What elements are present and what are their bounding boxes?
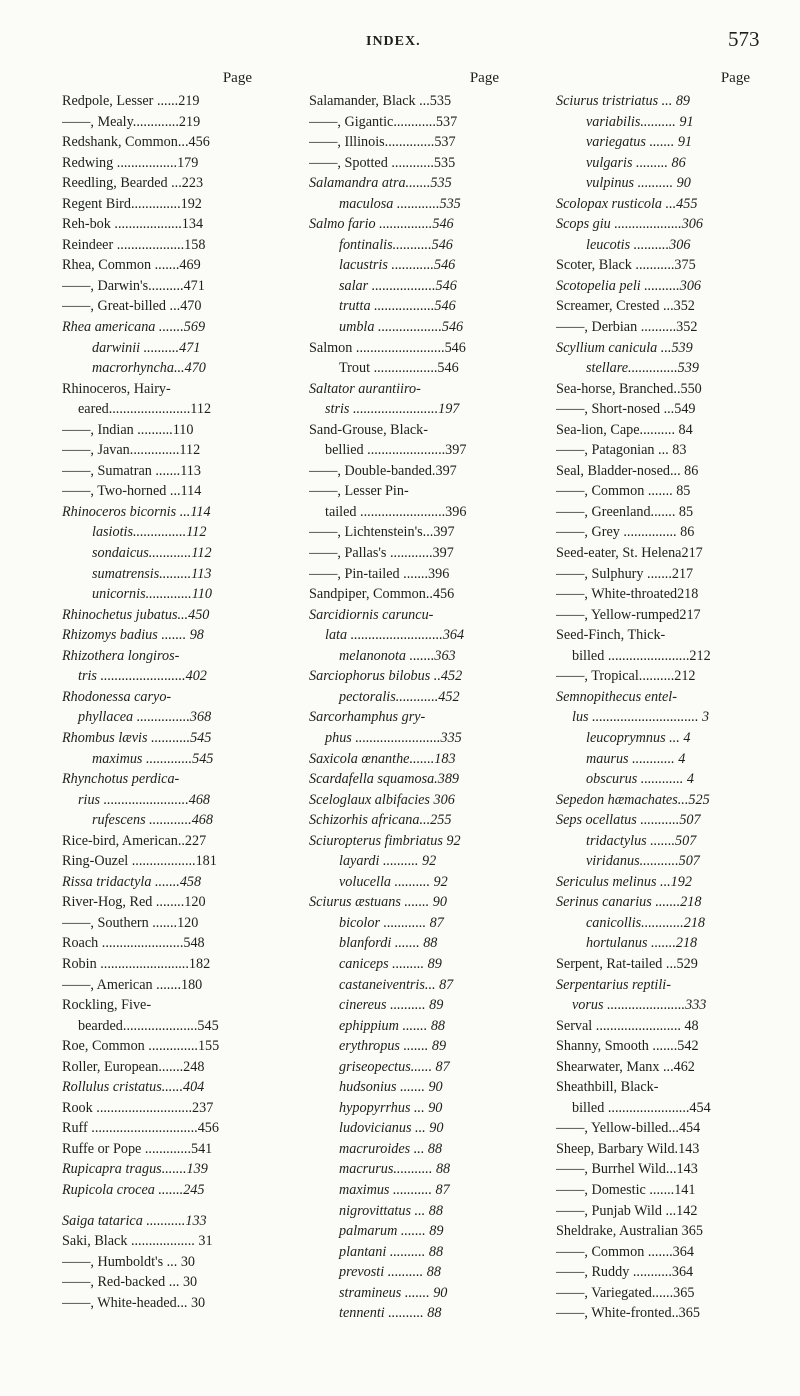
index-entry: Rupicapra tragus.......139 (62, 1161, 208, 1178)
page-title: INDEX. (366, 34, 421, 49)
index-entry: maximus ........... 87 (339, 1181, 450, 1198)
index-entry: rufescens ............468 (92, 812, 213, 829)
index-entry: Schizorhis africana...255 (309, 812, 452, 829)
index-entry: tennenti .......... 88 (339, 1305, 442, 1322)
index-entry: maximus .............545 (92, 750, 214, 767)
page-number: 573 (728, 27, 760, 51)
index-entry: Roach .......................548 (62, 935, 205, 952)
index-entry: ——, Illinois..............537 (309, 134, 456, 151)
index-entry: macrurus........... 88 (339, 1161, 451, 1178)
index-entry: Rice-bird, American..227 (62, 832, 207, 849)
index-entry: ——, Pin-tailed .......396 (309, 565, 450, 582)
index-entry: Robin .........................182 (62, 955, 211, 972)
index-entry: sondaicus............112 (92, 545, 212, 562)
index-entry: Salmo fario ...............546 (309, 216, 454, 233)
index-entry: hortulanus .......218 (586, 935, 698, 952)
index-entry: cinereus .......... 89 (339, 997, 444, 1014)
index-entry: layardi .......... 92 (339, 853, 437, 870)
index-entry: ——, White-headed... 30 (62, 1294, 206, 1311)
index-entry: ——, Grey ............... 86 (556, 524, 695, 541)
index-entry: phyllacea ...............368 (78, 709, 212, 726)
index-entry: ——, Punjab Wild ...142 (556, 1202, 698, 1219)
index-entry: Rhodonessa caryo- (62, 688, 172, 705)
index-entry: Roller, European.......248 (62, 1058, 205, 1075)
index-entry: ——, American .......180 (62, 976, 203, 993)
index-entry: tris ........................402 (78, 668, 207, 685)
index-entry: trutta .................546 (339, 298, 456, 315)
index-entry: Rupicola crocea .......245 (62, 1181, 205, 1198)
index-entry: billed .......................454 (572, 1099, 711, 1116)
index-entry: ——, Domestic .......141 (556, 1181, 696, 1198)
index-entry: ——, Humboldt's ... 30 (62, 1253, 196, 1270)
index-entry: ——, Variegated......365 (556, 1284, 695, 1301)
index-entry: Reedling, Bearded ...223 (62, 175, 204, 192)
index-entry: Rhea, Common .......469 (62, 257, 201, 274)
index-entry: ——, Yellow-billed...454 (556, 1120, 701, 1137)
index-entry: ——, Short-nosed ...549 (556, 401, 696, 418)
index-entry: ——, Burrhel Wild...143 (556, 1161, 698, 1178)
column-heading: Page (222, 70, 252, 86)
index-entry: salar ..................546 (339, 277, 457, 294)
index-entry: ephippium ....... 88 (339, 1017, 446, 1034)
index-entry: stris ........................197 (325, 401, 460, 418)
index-entry: stramineus ....... 90 (339, 1284, 448, 1301)
index-entry: Regent Bird..............192 (62, 195, 202, 212)
index-entry: bellied ......................397 (325, 442, 467, 459)
index-entry: ——, Lichtenstein's...397 (309, 524, 455, 541)
index-entry: pectoralis............452 (339, 688, 460, 705)
index-entry: ——, Derbian ..........352 (556, 319, 698, 336)
index-entry: rius ........................468 (78, 791, 211, 808)
index-entry: lasiotis...............112 (92, 524, 207, 541)
index-entry: obscurus ............ 4 (586, 771, 694, 788)
index-entry: ——, Red-backed ... 30 (62, 1274, 198, 1291)
index-entry: Sciurus æstuans ....... 90 (309, 894, 447, 911)
index-entry: variegatus ....... 91 (586, 134, 693, 151)
index-entry: ——, Common ....... 85 (556, 483, 691, 500)
index-entry: Seal, Bladder-nosed... 86 (556, 462, 699, 479)
index-entry: castaneiventris... 87 (339, 976, 454, 993)
index-entry: Serval ........................ 48 (556, 1017, 699, 1034)
index-entry: macruroides ... 88 (339, 1140, 443, 1157)
index-entry: ——, Yellow-rumped217 (556, 606, 701, 623)
index-entry: Seed-eater, St. Helena217 (556, 545, 703, 562)
index-entry: viridanus...........507 (586, 853, 700, 870)
index-entry: ——, Sulphury .......217 (556, 565, 694, 582)
index-entry: Sciuropterus fimbriatus 92 (309, 832, 461, 849)
index-entry: lacustris ............546 (339, 257, 456, 274)
index-entry: Scyllium canicula ...539 (556, 339, 693, 356)
column-heading: Page (720, 70, 750, 86)
index-entry: ——, Southern .......120 (62, 914, 199, 931)
index-entry: sumatrensis.........113 (92, 565, 212, 582)
index-entry: Redshank, Common...456 (62, 134, 210, 151)
index-entry: tailed ........................396 (325, 503, 467, 520)
index-entry: Serpent, Rat-tailed ...529 (556, 955, 698, 972)
index-entry: Scoter, Black ...........375 (556, 257, 696, 274)
index-entry: Rhizothera longiros- (62, 647, 180, 664)
index-entry: ——, Sumatran .......113 (62, 462, 201, 479)
index-entry: ——, Tropical..........212 (556, 668, 696, 685)
index-entry: River-Hog, Red ........120 (62, 894, 206, 911)
index-entry: ——, Great-billed ...470 (62, 298, 202, 315)
index-entry: billed .......................212 (572, 647, 711, 664)
index-entry: darwinii ..........471 (92, 339, 201, 356)
index-entry: Ring-Ouzel ..................181 (62, 853, 217, 870)
index-entry: Sarcorhamphus gry- (309, 709, 426, 726)
index-entry: Serpentarius reptili- (556, 976, 671, 993)
index-entry: Seed-Finch, Thick- (556, 627, 666, 644)
index-entry: Sheldrake, Australian 365 (556, 1223, 703, 1240)
index-entry: nigrovittatus ... 88 (339, 1202, 443, 1219)
index-entry: Saki, Black .................. 31 (62, 1233, 213, 1250)
index-entry: eared.......................112 (78, 401, 212, 418)
index-entry: macrorhyncha...470 (92, 360, 206, 377)
index-entry: tridactylus .......507 (586, 832, 697, 849)
index-entry: Salmon .........................546 (309, 339, 466, 356)
index-entry: Redwing .................179 (62, 154, 199, 171)
index-entry: Rhinochetus jubatus...450 (62, 606, 210, 623)
index-entry: griseopectus...... 87 (339, 1058, 450, 1075)
index-entry: erythropus ....... 89 (339, 1038, 447, 1055)
index-entry: Sheep, Barbary Wild.143 (556, 1140, 700, 1157)
index-entry: Sarcidiornis caruncu- (309, 606, 434, 623)
index-entry: Trout ..................546 (339, 360, 459, 377)
index-entry: ——, Patagonian ... 83 (556, 442, 687, 459)
index-entry: vulgaris ......... 86 (586, 154, 686, 171)
index-entry: Reh-bok ...................134 (62, 216, 204, 233)
index-entry: Saltator aurantiiro- (309, 380, 421, 397)
running-head (0, 27, 800, 49)
index-entry: Sericulus melinus ...192 (556, 873, 692, 890)
index-entry: Rhombus lævis ...........545 (62, 729, 212, 746)
index-entry: bearded.....................545 (78, 1017, 219, 1034)
index-entry: Sea-lion, Cape.......... 84 (556, 421, 693, 438)
index-entry: Sepedon hæmachates...525 (556, 791, 710, 808)
index-entry: ludovicianus ... 90 (339, 1120, 444, 1137)
index-entry: prevosti .......... 88 (339, 1264, 441, 1281)
index-entry: Rollulus cristatus......404 (62, 1079, 205, 1096)
index-entry: Serinus canarius .......218 (556, 894, 702, 911)
index-entry: Sheathbill, Black- (556, 1079, 659, 1096)
index-entry: vorus ......................333 (572, 997, 707, 1014)
index-entry: Rhinoceros, Hairy- (62, 380, 171, 397)
index-entry: ——, Common .......364 (556, 1243, 694, 1260)
index-entry: ——, Gigantic............537 (309, 113, 458, 130)
index-entry: lus .............................. 3 (572, 709, 710, 726)
index-entry: ——, Spotted ............535 (309, 154, 456, 171)
index-entry: blanfordi ....... 88 (339, 935, 438, 952)
index-entry: melanonota .......363 (339, 647, 456, 664)
index-entry: Salamander, Black ...535 (309, 93, 452, 109)
index-column-3 (556, 70, 770, 1324)
index-entry: Scops giu ...................306 (556, 216, 703, 233)
index-entry: ——, Darwin's..........471 (62, 277, 205, 294)
index-entry: bicolor ............ 87 (339, 914, 444, 931)
index-entry: maculosa ............535 (339, 195, 461, 212)
index-entry: variabilis.......... 91 (586, 113, 694, 130)
index-entry: Rhizomys badius ....... 98 (62, 627, 204, 644)
index-entry: volucella .......... 92 (339, 873, 448, 890)
index-entry: Semnopithecus entel- (556, 688, 677, 705)
index-entry: Scardafella squamosa.389 (309, 771, 460, 788)
index-entry: Sciurus tristriatus ... 89 (556, 93, 691, 109)
index-entry: palmarum ....... 89 (339, 1223, 444, 1240)
index-entry: lata ..........................364 (325, 627, 465, 644)
index-entry: Ruffe or Pope .............541 (62, 1140, 213, 1157)
index-entry: Sandpiper, Common..456 (309, 586, 455, 603)
index-entry: Sarciophorus bilobus ..452 (309, 668, 463, 685)
index-entry: Rhynchotus perdica- (62, 771, 180, 788)
index-entry: Seps ocellatus ...........507 (556, 812, 701, 829)
index-entry: canicollis............218 (586, 914, 706, 931)
index-entry: Shearwater, Manx ...462 (556, 1058, 695, 1075)
index-entry: fontinalis...........546 (339, 236, 453, 253)
index-entry: maurus ............ 4 (586, 750, 686, 767)
index-entry: Roe, Common ..............155 (62, 1038, 220, 1055)
index-entry: leucotis ..........306 (586, 236, 691, 253)
index-entry: leucoprymnus ... 4 (586, 729, 691, 746)
index-entry: ——, Greenland....... 85 (556, 503, 694, 520)
index-column-2 (309, 70, 519, 1324)
index-entry: Shanny, Smooth .......542 (556, 1038, 699, 1055)
index-entry: ——, Two-horned ...114 (62, 483, 202, 500)
index-entry: unicornis.............110 (92, 586, 212, 603)
index-entry: hypopyrrhus ... 90 (339, 1099, 443, 1116)
index-entry: Reindeer ...................158 (62, 236, 206, 253)
index-entry: Rhinoceros bicornis ...114 (62, 503, 211, 520)
index-entry: Rockling, Five- (62, 997, 152, 1014)
index-entry: Scolopax rusticola ...455 (556, 195, 698, 212)
index-entry: Rook ...........................237 (62, 1099, 214, 1116)
index-entry: ——, Pallas's ............397 (309, 545, 454, 562)
index-entry: hudsonius ....... 90 (339, 1079, 443, 1096)
index-entry: Rhea americana .......569 (62, 319, 206, 336)
index-entry: Salamandra atra.......535 (309, 175, 452, 192)
index-entry: ——, White-fronted..365 (556, 1305, 700, 1322)
index-entry: umbla ..................546 (339, 319, 464, 336)
index-entry: ——, Lesser Pin- (309, 483, 409, 500)
index-entry: stellare..............539 (586, 360, 699, 377)
index-entry: ——, Ruddy ...........364 (556, 1264, 694, 1281)
index-entry: caniceps ......... 89 (339, 955, 442, 972)
index-entry: vulpinus .......... 90 (586, 175, 691, 192)
index-entry: plantani .......... 88 (339, 1243, 444, 1260)
index-entry: ——, Double-banded.397 (309, 462, 457, 479)
index-column-1 (62, 70, 272, 1313)
index-entry: ——, White-throated218 (556, 586, 699, 603)
index-entry: Saiga tatarica ...........133 (62, 1212, 207, 1229)
index-entry: Scotopelia peli ..........306 (556, 277, 702, 294)
index-entry: Screamer, Crested ...352 (556, 298, 695, 315)
index-entry: Redpole, Lesser ......219 (62, 93, 200, 109)
index-entry: Saxicola œnanthe.......183 (309, 750, 456, 767)
index-entry: ——, Javan..............112 (62, 442, 201, 459)
index-entry: Sceloglaux albifacies 306 (309, 791, 455, 808)
column-heading: Page (469, 70, 499, 86)
index-entry: Ruff ..............................456 (62, 1120, 219, 1137)
index-entry: ——, Indian ..........110 (62, 421, 194, 438)
index-entry: ——, Mealy.............219 (62, 113, 201, 130)
index-entry: Rissa tridactyla .......458 (62, 873, 202, 890)
index-entry: phus ........................335 (325, 729, 462, 746)
index-entry: Sand-Grouse, Black- (309, 421, 428, 438)
index-entry: Sea-horse, Branched..550 (556, 380, 702, 397)
